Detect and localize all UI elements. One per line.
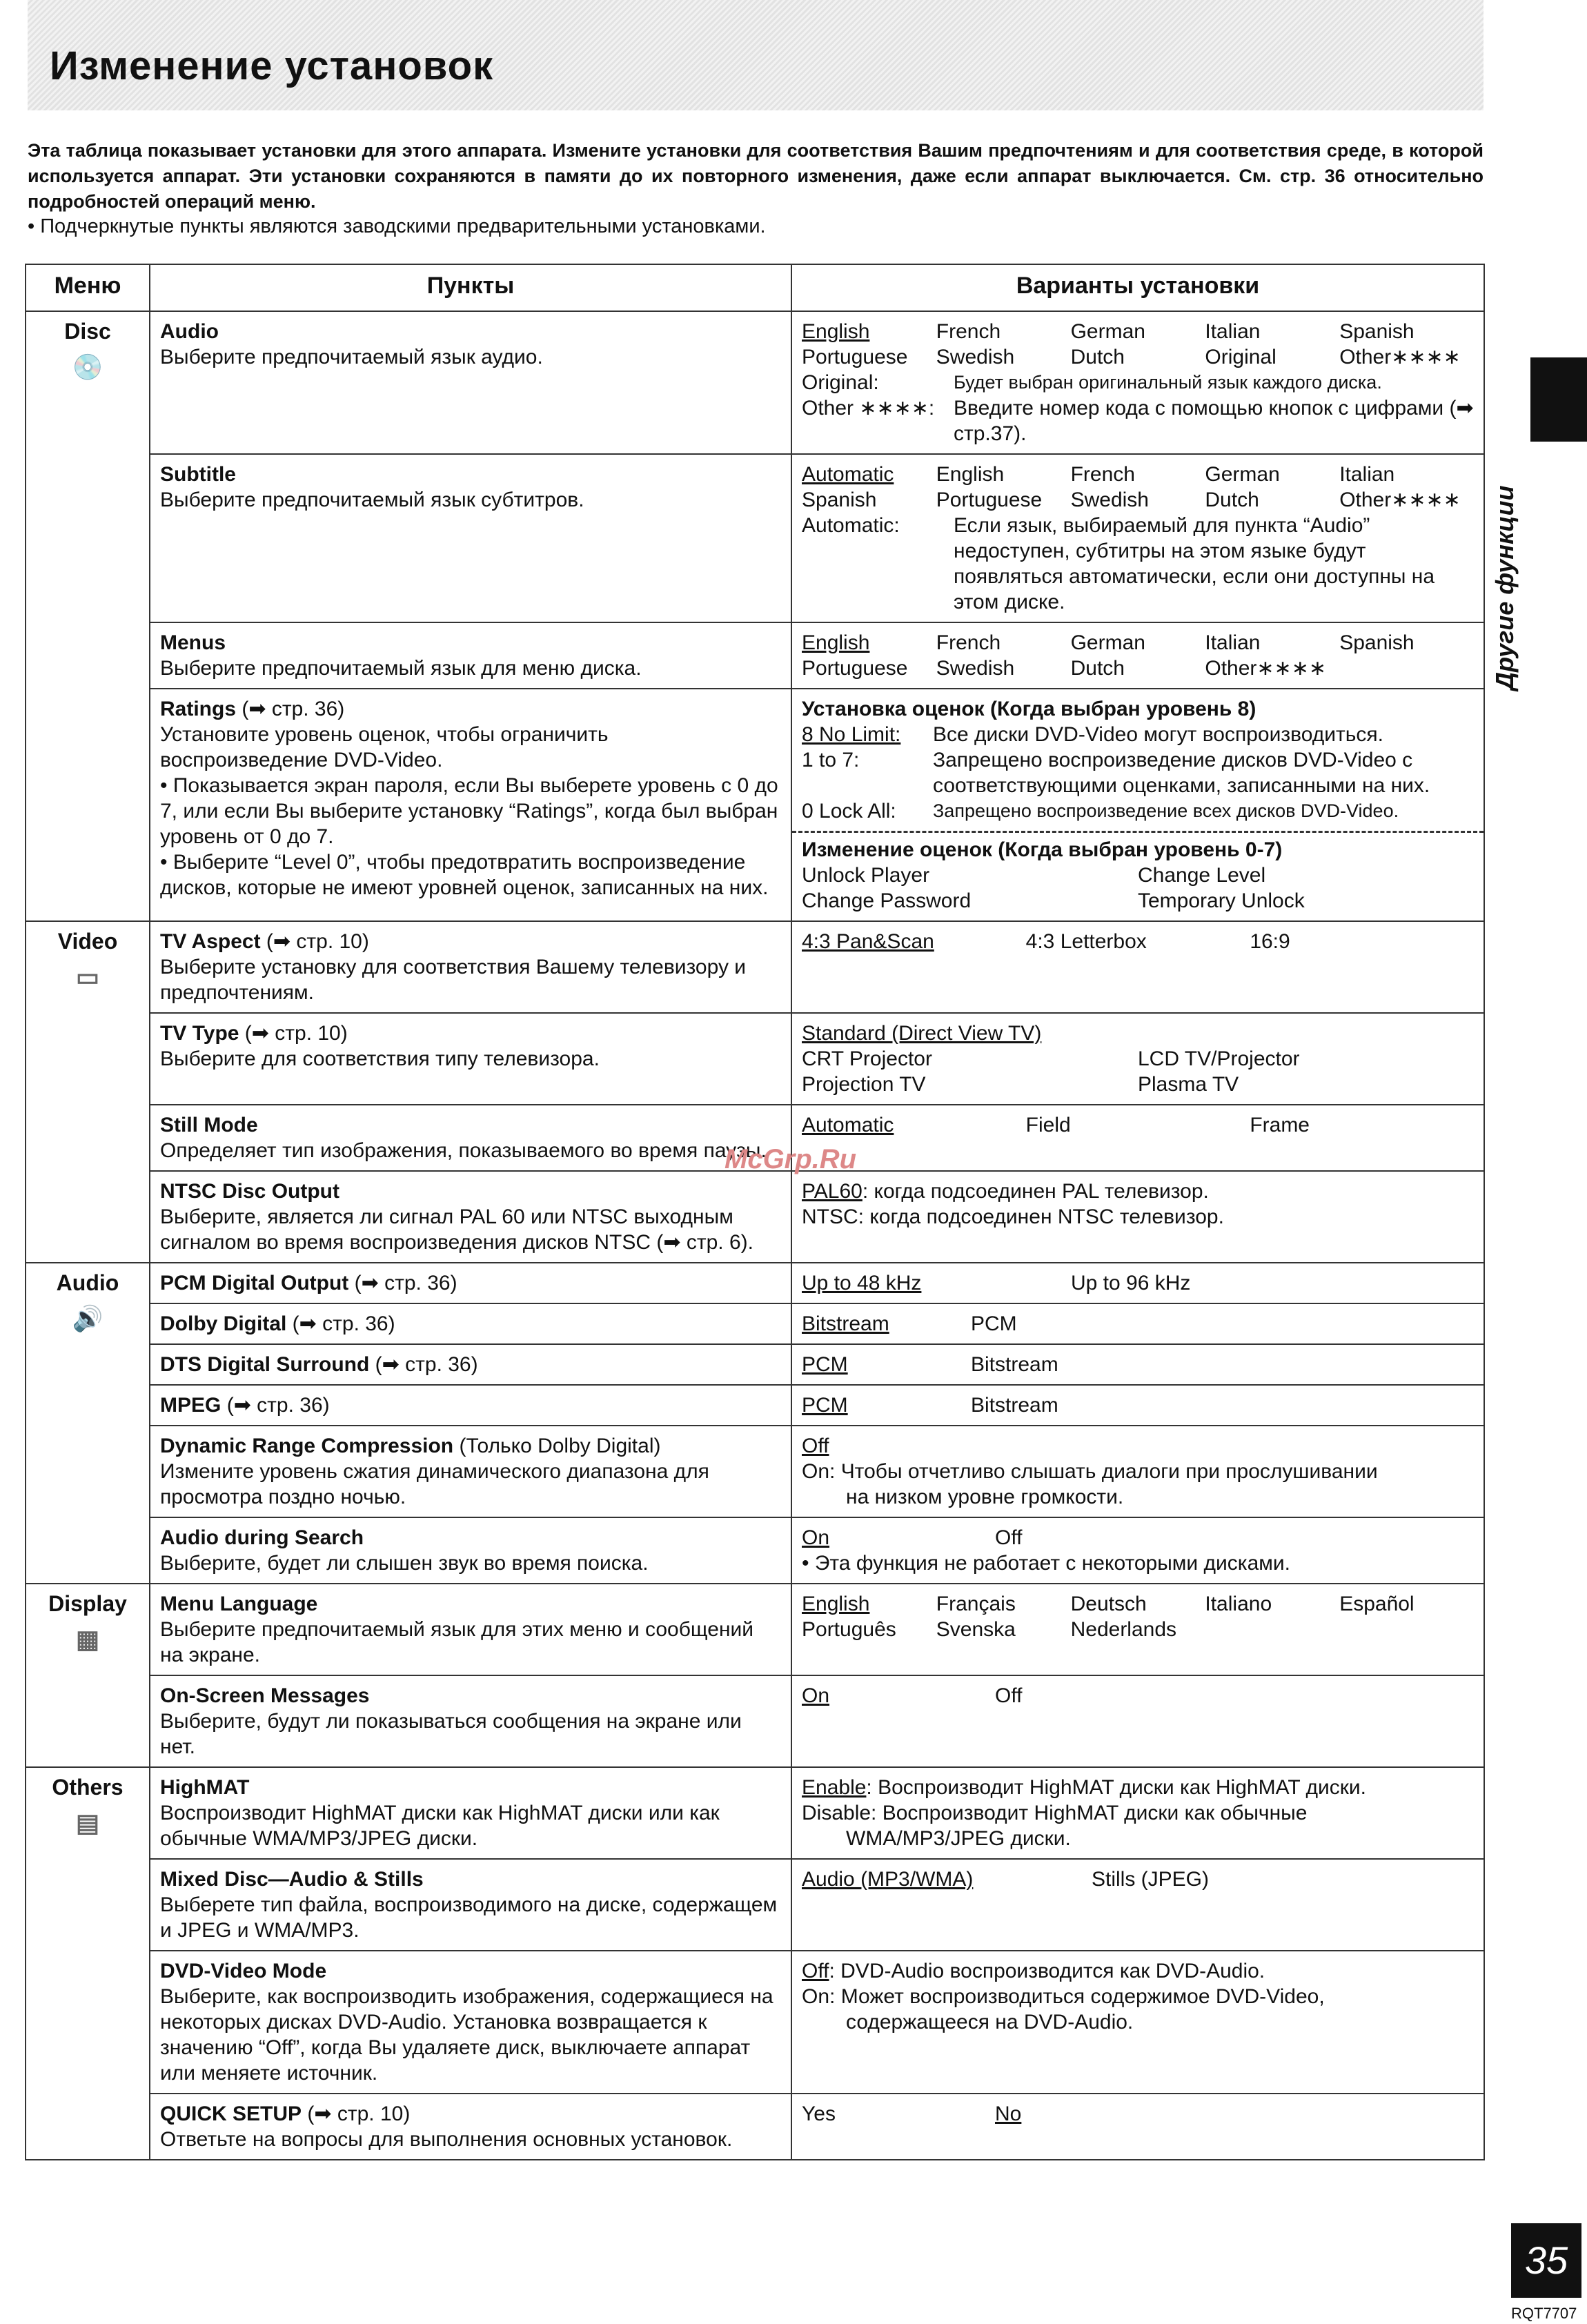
option: CRT Projector [802, 1047, 932, 1070]
option-default: 4:3 Pan&Scan [802, 930, 934, 953]
option: Español [1339, 1593, 1414, 1615]
page-ref: стр. 10 [337, 2103, 404, 2125]
page-ref: стр. 36 [257, 1394, 323, 1417]
option-desc: NTSC: когда подсоединен NTSC телевизор. [802, 1205, 1224, 1228]
table-row [26, 1951, 1484, 2094]
item-desc: Выберите предпочитаемый язык для этих меню и сообщений на экране. [160, 1618, 754, 1666]
option: Other∗∗∗∗ [1205, 657, 1326, 680]
defaults-note: • Подчеркнутые пункты являются заводскими предварительными установками. [28, 215, 766, 237]
item-desc: Выберете тип файла, воспроизводимого на диске, содержащем и JPEG и WMA/MP3. [160, 1893, 778, 1942]
option: Portuguese [802, 657, 908, 680]
option-grid [802, 319, 1474, 370]
arrow-icon: ➡ [361, 1272, 379, 1294]
option-grid [802, 462, 1474, 513]
option [1339, 1617, 1474, 1642]
option-desc: на низком уровне громкости. [846, 1486, 1124, 1508]
option-desc: On: Чтобы отчетливо слышать диалоги при прослушивании [802, 1460, 1378, 1483]
option-desc: On: Может воспроизводиться содержимое DVD-Video, [802, 1985, 1325, 2008]
option: Bitstream [971, 1353, 1058, 1376]
item-title: TV Aspect [160, 930, 261, 953]
option: German [1070, 320, 1145, 343]
sub-heading: Установка оценок (Когда выбран уровень 8) [802, 698, 1256, 720]
option-default: 8 No Limit: [802, 723, 901, 746]
table-row: MPEG (➡ стр. 36) PCM Bitstream [26, 1385, 1484, 1426]
item-desc: Выберите установку для соответствия Вашему телевизору и предпочтениям. [160, 956, 747, 1004]
option-grid [802, 2101, 1474, 2127]
option-desc: Все диски DVD-Video могут воспроизводиться. [933, 723, 1383, 746]
arrow-icon: ➡ [299, 1312, 317, 1335]
item-title: Subtitle [160, 463, 236, 486]
arrow-icon: ➡ [382, 1353, 400, 1376]
item-desc: Выберите предпочитаемый язык субтитров. [160, 489, 584, 511]
sub-heading: Изменение оценок (Когда выбран уровень 0-7) [802, 838, 1283, 861]
option: German [1205, 463, 1280, 486]
option-default: PCM [802, 1353, 848, 1376]
option-grid [802, 863, 1474, 914]
option-default: Audio (MP3/WMA) [802, 1868, 974, 1891]
dashed-divider [792, 831, 1483, 833]
option-default: Standard (Direct View TV) [802, 1022, 1042, 1045]
option-key: 1 to 7: [802, 749, 860, 771]
option: Other∗∗∗∗ [1339, 346, 1461, 368]
option: Swedish [936, 657, 1015, 680]
option-grid [802, 1591, 1474, 1642]
option-default: Automatic [802, 1114, 894, 1136]
item-desc: Выберите, как воспроизводить изображения, содержащиеся на некоторых дисках DVD-Audio. Установка возвращается к значению “Off”, когда Вы удаляете диск, выключаете аппарат или меняете источник. [160, 1985, 773, 2085]
option-default: Off [802, 1960, 829, 1982]
option-grid [802, 1525, 1474, 1550]
menu-disc: Disc 💿 [26, 311, 150, 921]
option-grid [802, 1392, 1474, 1418]
option: Change Level [1138, 864, 1266, 887]
option: Field [1025, 1114, 1071, 1136]
option: Nederlands [1070, 1618, 1177, 1641]
option-grid [802, 1046, 1474, 1097]
option: Svenska [936, 1618, 1016, 1641]
item-desc: Выберите, будет ли слышен звук во время поиска. [160, 1552, 649, 1575]
option: Dutch [1070, 346, 1125, 368]
option-desc: содержащееся на DVD-Audio. [846, 2011, 1134, 2034]
item-title: Still Mode [160, 1114, 258, 1136]
item-title: Audio [160, 320, 219, 343]
arrow-icon: ➡ [233, 1394, 251, 1417]
intro-paragraph: Эта таблица показывает установки для этого аппарата. Измените установки для соответствия Вашим предпочтениям и для соответствия среде, в которой используется аппарат. Эти установки сохраняются в памяти до их повторного изменения, даже если аппарат выключается. См. стр. 36 относительно подробностей операций меню. [28, 140, 1483, 212]
option: Italian [1339, 463, 1395, 486]
table-row [26, 311, 1484, 454]
option-default: English [802, 1593, 870, 1615]
table-row [26, 1767, 1484, 1859]
settings-table [25, 264, 1485, 2160]
item-desc: Определяет тип изображения, показываемого во время паузы. [160, 1139, 767, 1162]
table-row [26, 1859, 1484, 1951]
option-desc: : Воспроизводит HighMAT диски как HighMAT диски. [866, 1776, 1366, 1799]
watermark: McGrp.Ru [724, 1144, 857, 1174]
option-default: Automatic [802, 463, 894, 486]
item-desc: Ответьте на вопросы для выполнения основных установок. [160, 2128, 733, 2151]
option: Portuguese [936, 489, 1043, 511]
option: LCD TV/Projector [1138, 1047, 1300, 1070]
item-title: TV Type [160, 1022, 239, 1045]
option: Français [936, 1593, 1016, 1615]
option-default: On [802, 1526, 830, 1549]
option-default: On [802, 1684, 830, 1707]
option: French [936, 631, 1001, 654]
option-grid [802, 1352, 1474, 1377]
speaker-icon: 🔊 [72, 1304, 103, 1332]
option: Português [802, 1618, 896, 1641]
option-default: Up to 48 kHz [802, 1272, 922, 1294]
option-grid [802, 1270, 1474, 1296]
option-default: Off [802, 1435, 829, 1457]
table-row: Ratings (➡ стр. 36) Установите уровень оценок, чтобы ограничить воспроизведение DVD-Video. • Показывается экран пароля, если Вы выберете уровень с 0 до 7, или если Вы выберите установку “Ratings”, когда был выбран уровень от 0 до 7. • Выберите “Level 0”, чтобы предотвратить воспроизведение дисков, которые не имеют уровней оценок, записанных на них. Установка оценок (Когда выбран уровень 8) 8 No Limit: Все диски DVD-Video могут воспроизводиться. 1 to 7: Запрещено воспроизведение дисков DVD-Video с соответствующими оценками, записанными на них. 0 Lock All: Запрещено воспроизведение всех дисков DVD-Video. Изменение оценок (Когда выбран уровень 0-7) Unlock Player Change Level Change Password Temporary Unlock [26, 689, 1484, 921]
item-desc: Выберите, является ли сигнал PAL 60 или NTSC выходным сигналом во время воспроизведения дисков NTSC (➡ стр. 6). [160, 1205, 753, 1254]
option: Off [995, 1684, 1023, 1707]
option: Plasma TV [1138, 1073, 1239, 1096]
option: Yes [802, 2103, 836, 2125]
item-title: PCM Digital Output [160, 1272, 349, 1294]
page-ref: стр. 36 [405, 1353, 471, 1376]
option: French [936, 320, 1001, 343]
page-title: Изменение установок [50, 43, 494, 88]
menu-others: Others ▤ [26, 1767, 150, 2160]
option: German [1070, 631, 1145, 654]
screen-icon: ▦ [75, 1625, 99, 1653]
section-tab-marker [1530, 357, 1587, 442]
section-side-label: Другие функции [1490, 485, 1519, 690]
table-row: Dolby Digital (➡ стр. 36) Bitstream PCM [26, 1303, 1484, 1344]
option: Off [995, 1526, 1023, 1549]
header-options: Варианты установки [791, 264, 1484, 311]
option-key: Automatic: [802, 514, 900, 537]
option: Swedish [936, 346, 1015, 368]
option: Spanish [1339, 320, 1414, 343]
option: 4:3 Letterbox [1025, 930, 1147, 953]
option: Change Password [802, 889, 972, 912]
item-desc: Измените уровень сжатия динамического диапазона для просмотра поздно ночью. [160, 1460, 709, 1508]
option-desc: Будет выбран оригинальный язык каждого диска. [954, 372, 1382, 393]
item-title: On-Screen Messages [160, 1684, 370, 1707]
option: English [936, 463, 1005, 486]
page-number: 35 [1511, 2223, 1581, 2298]
item-desc: Выберите предпочитаемый язык для меню диска. [160, 657, 642, 680]
option: Original [1205, 346, 1276, 368]
page-ref: стр. 10 [296, 930, 362, 953]
option [1205, 1617, 1339, 1642]
table-row [26, 1171, 1484, 1263]
option: Up to 96 kHz [1071, 1272, 1191, 1294]
item-title: Mixed Disc—Audio & Stills [160, 1868, 424, 1891]
item-desc: Выберите предпочитаемый язык аудио. [160, 346, 543, 368]
option-desc: Disable: Воспроизводит HighMAT диски как обычные [802, 1802, 1308, 1824]
option: Projection TV [802, 1073, 926, 1096]
bullet: • Показывается экран пароля, если Вы выберете уровень с 0 до 7, или если Вы выберите установку “Ratings”, когда был выбран уровень от 0 до 7. [160, 774, 778, 848]
option: Other∗∗∗∗ [1339, 489, 1461, 511]
menu-display: Display ▦ [26, 1584, 150, 1767]
option-default: Bitstream [802, 1312, 889, 1335]
page-ref: стр. 36 [384, 1272, 451, 1294]
option: Swedish [1070, 489, 1149, 511]
option: Spanish [1339, 631, 1414, 654]
item-title: Menus [160, 631, 226, 654]
option-default: Enable [802, 1776, 867, 1799]
arrow-icon: ➡ [251, 1022, 269, 1045]
option-grid [802, 1112, 1474, 1138]
option-grid [802, 630, 1474, 681]
option-desc: WMA/MP3/JPEG диски. [846, 1827, 1071, 1850]
menu-audio: Audio 🔊 [26, 1263, 150, 1584]
option-grid [802, 1683, 1474, 1708]
item-title: DTS Digital Surround [160, 1353, 370, 1376]
option: PCM [971, 1312, 1017, 1335]
option: 16:9 [1250, 930, 1290, 953]
bullet: • Выберите “Level 0”, чтобы предотвратить воспроизведение дисков, которые не имеют уровней оценок, записанных на них. [160, 851, 769, 899]
document-code: RQT7707 [1511, 2305, 1577, 2322]
table-row [26, 1426, 1484, 1517]
option-desc: : когда подсоединен PAL телевизор. [862, 1180, 1209, 1203]
option-default: No [995, 2103, 1022, 2125]
table-row [26, 622, 1484, 689]
item-title: NTSC Disc Output [160, 1180, 339, 1203]
option [1339, 656, 1474, 681]
option: Stills (JPEG) [1092, 1868, 1210, 1891]
option-desc: Если язык, выбираемый для пункта “Audio” недоступен, субтитры на этом языке будут появляться автоматически, если они доступны на этом диске. [954, 514, 1435, 613]
option: Italian [1205, 631, 1261, 654]
option: Frame [1250, 1114, 1310, 1136]
disc-icon: 💿 [72, 353, 103, 381]
item-desc: Воспроизводит HighMAT диски как HighMAT диски или как обычные WMA/MP3/JPEG диски. [160, 1802, 720, 1850]
option-grid [802, 1311, 1474, 1337]
option: Portuguese [802, 346, 908, 368]
tv-icon: ▭ [75, 963, 99, 991]
option-desc: : DVD-Audio воспроизводится как DVD-Audio. [829, 1960, 1265, 1982]
table-row [26, 1517, 1484, 1584]
page-ref: стр. 10 [275, 1022, 341, 1045]
option-note: • Эта функция не работает с некоторыми дисками. [802, 1552, 1290, 1575]
option: French [1070, 463, 1135, 486]
table-row: TV Type (➡ стр. 10) Выберите для соответствия типу телевизора. Standard (Direct View TV) CRT Projector LCD TV/Projector Projection TV Plasma TV [26, 1013, 1484, 1105]
page-ref: стр. 36 [271, 698, 338, 720]
item-title: Audio during Search [160, 1526, 364, 1549]
arrow-icon: ➡ [273, 930, 291, 953]
item-title: MPEG [160, 1394, 221, 1417]
option-grid [802, 929, 1474, 954]
option-default: English [802, 320, 870, 343]
option-grid [802, 1867, 1474, 1892]
option: Italiano [1205, 1593, 1272, 1615]
table-row: DTS Digital Surround (➡ стр. 36) PCM Bitstream [26, 1344, 1484, 1385]
option-desc: Введите номер кода с помощью кнопок с цифрами (➡ стр.37). [954, 397, 1474, 445]
option-default: PAL60 [802, 1180, 862, 1203]
table-row [26, 1675, 1484, 1767]
option-default: PCM [802, 1394, 848, 1417]
option: Italian [1205, 320, 1261, 343]
option: Dutch [1205, 489, 1259, 511]
table-row: QUICK SETUP (➡ стр. 10) Ответьте на вопросы для выполнения основных установок. Yes No [26, 2094, 1484, 2160]
item-desc: Установите уровень оценок, чтобы ограничить воспроизведение DVD-Video. [160, 723, 609, 771]
option: Spanish [802, 489, 877, 511]
option: Temporary Unlock [1138, 889, 1305, 912]
menu-video: Video ▭ [26, 921, 150, 1263]
option: Dutch [1070, 657, 1125, 680]
item-title: Dynamic Range Compression [160, 1435, 454, 1457]
table-row: Audio 🔊 PCM Digital Output (➡ стр. 36) Up to 48 kHz Up to 96 kHz [26, 1263, 1484, 1303]
item-note: (Только Dolby Digital) [459, 1435, 661, 1457]
option-key: 0 Lock All: [802, 800, 896, 823]
grid-icon: ▤ [75, 1809, 99, 1837]
option-desc: Запрещено воспроизведение всех дисков DVD-Video. [933, 800, 1399, 821]
item-title: DVD-Video Mode [160, 1960, 327, 1982]
table-row: Video ▭ TV Aspect (➡ стр. 10) Выберите установку для соответствия Вашему телевизору и предпочтениям. 4:3 Pan&Scan 4:3 Letterbox 16:9 [26, 921, 1484, 1013]
item-title: QUICK SETUP [160, 2103, 302, 2125]
page-ref: стр. 36 [322, 1312, 388, 1335]
option: Bitstream [971, 1394, 1058, 1417]
table-row [26, 1584, 1484, 1675]
header-items: Пункты [150, 264, 791, 311]
option: Unlock Player [802, 864, 930, 887]
option-desc: Запрещено воспроизведение дисков DVD-Video с соответствующими оценками, записанными на них. [933, 749, 1430, 797]
arrow-icon: ➡ [314, 2103, 332, 2125]
option-default: English [802, 631, 870, 654]
item-title: Menu Language [160, 1593, 318, 1615]
item-title: Ratings [160, 698, 237, 720]
item-title: HighMAT [160, 1776, 250, 1799]
option-key: Original: [802, 371, 879, 394]
item-title: Dolby Digital [160, 1312, 287, 1335]
option-key: Other ∗∗∗∗: [802, 397, 935, 420]
table-row [26, 454, 1484, 622]
item-desc: Выберите для соответствия типу телевизора. [160, 1047, 600, 1070]
arrow-icon: ➡ [248, 698, 266, 720]
option: Deutsch [1070, 1593, 1147, 1615]
header-menu: Меню [26, 264, 150, 311]
item-desc: Выберите, будут ли показываться сообщения на экране или нет. [160, 1710, 742, 1758]
